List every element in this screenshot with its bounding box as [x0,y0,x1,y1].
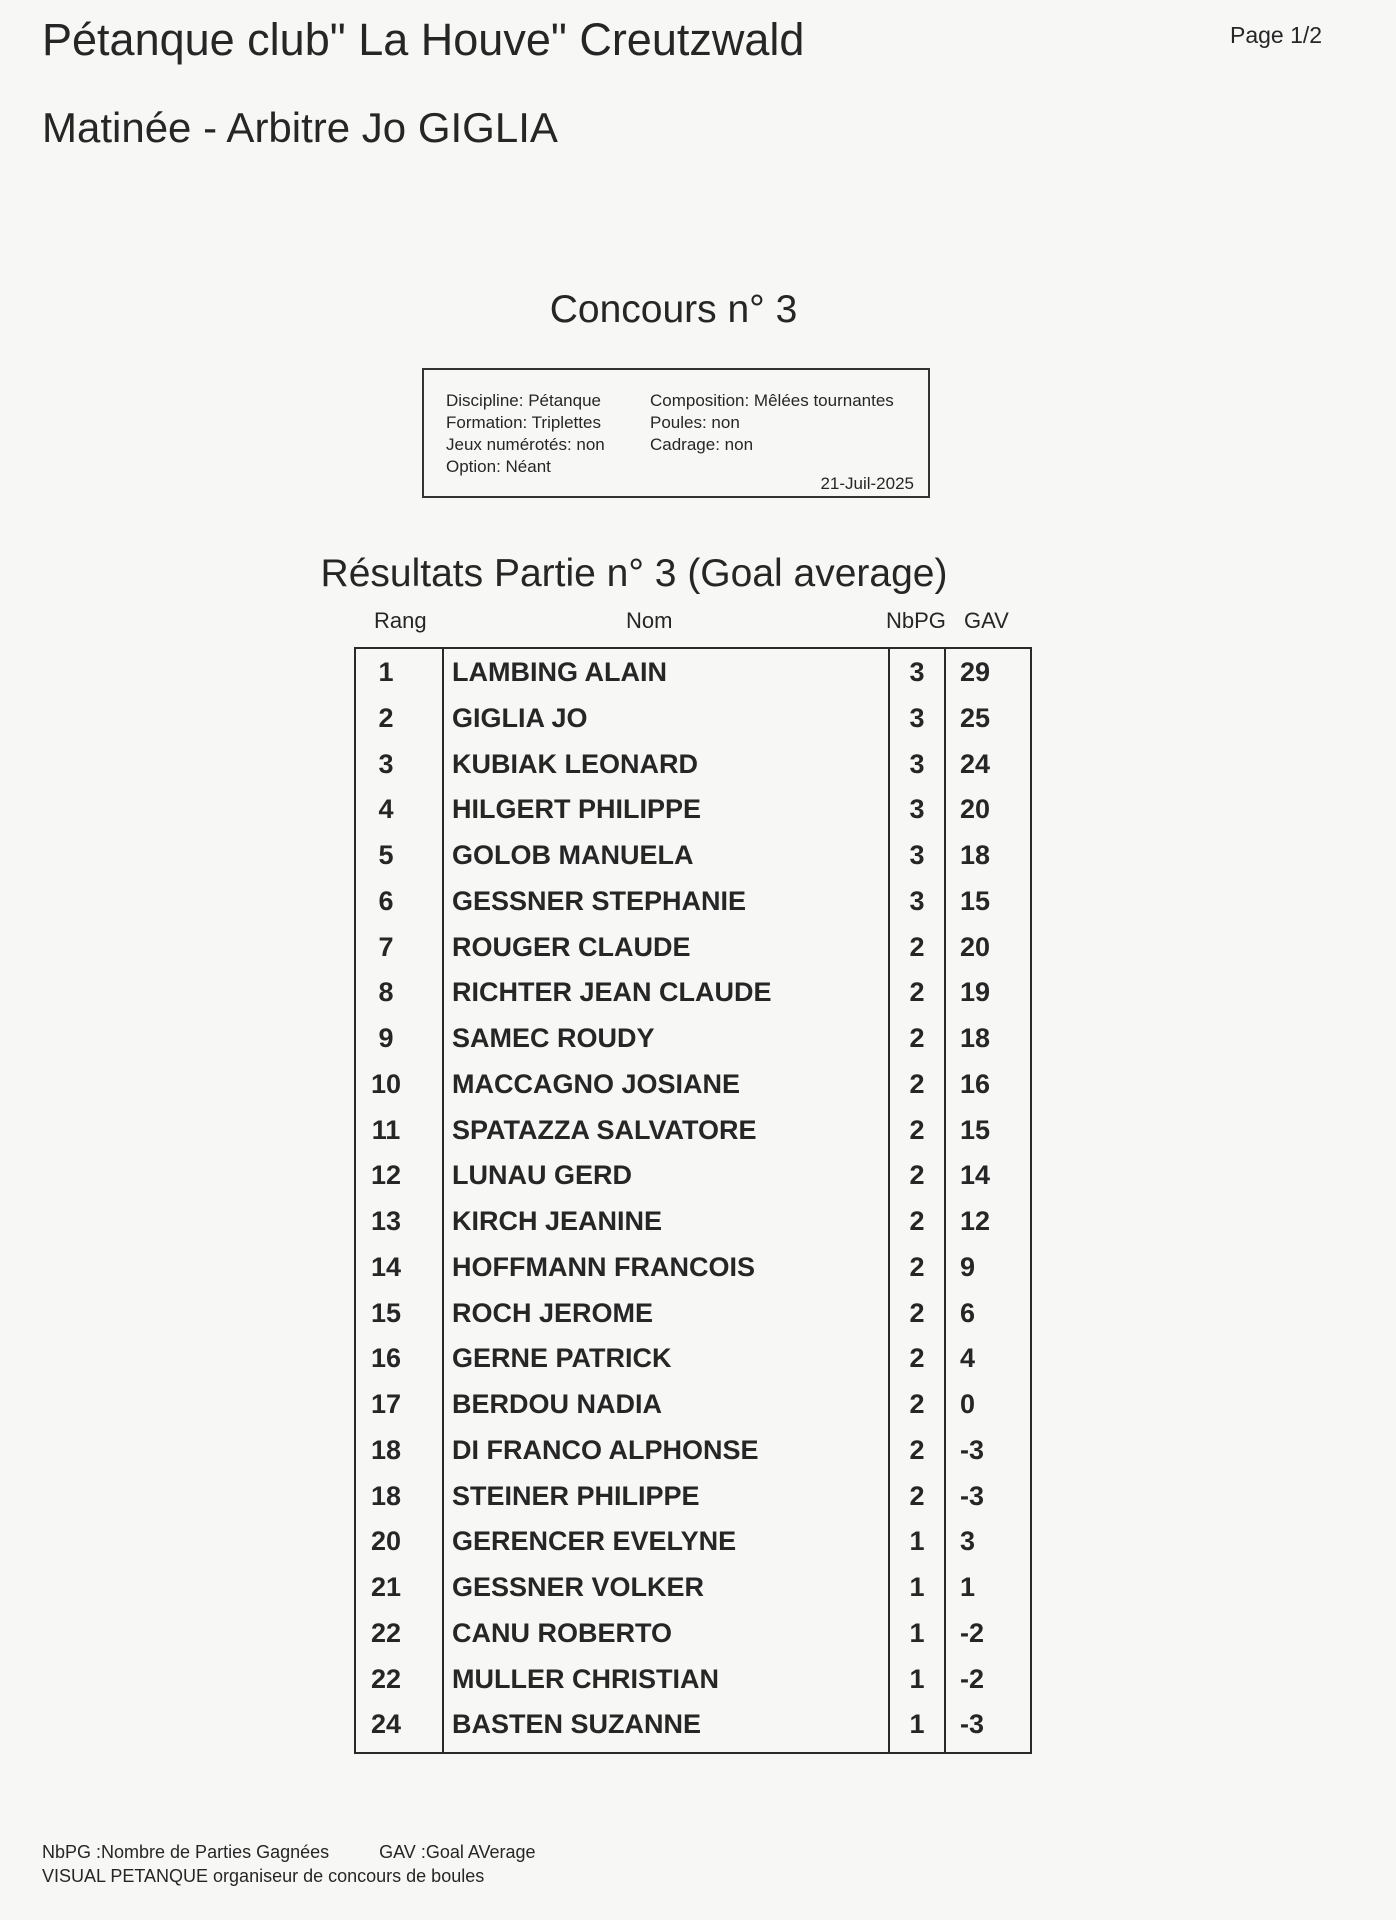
name-cell: BASTEN SUZANNE [452,1709,702,1740]
rank-cell: 24 [370,1709,402,1740]
rank-cell: 5 [378,840,394,870]
nbpg-cell: 2 [909,1023,925,1053]
table-row [356,1154,1030,1200]
nbpg-cell: 3 [909,702,925,733]
rank-cell: 18 [370,1434,402,1465]
table-row [356,971,1030,1017]
rank-cell: 8 [378,977,394,1008]
rank-cell: 22 [370,1617,402,1648]
nbpg-cell: 2 [909,1480,925,1511]
table-row [356,1566,1030,1612]
rank-cell: 2 [378,702,394,733]
table-row [356,1017,1030,1063]
concours-title: Concours n° 3 [549,288,798,331]
info-box [422,368,930,498]
name-cell: KIRCH JEANINE [452,1206,663,1236]
rank-cell: 22 [370,1663,402,1694]
name-cell: MACCAGNO JOSIANE [452,1068,741,1099]
name-cell: MULLER CHRISTIAN [452,1663,719,1694]
name-cell: ROUGER CLAUDE [452,931,691,962]
results-table [354,647,1032,1754]
nbpg-cell: 2 [909,1160,925,1191]
rank-cell: 17 [370,1389,402,1419]
nbpg-cell: 2 [909,1206,925,1236]
rank-cell: 20 [370,1526,402,1557]
table-row [356,1383,1030,1429]
jeux-info: Jeux numérotés: non [446,435,605,454]
name-cell: HILGERT PHILIPPE [452,794,702,825]
name-cell: HOFFMANN FRANCOIS [452,1251,755,1282]
page-number: Page 1/2 [1230,22,1323,48]
table-row [356,1612,1030,1658]
gav-cell: 6 [960,1297,976,1328]
gav-cell: 14 [960,1160,991,1191]
name-cell: GOLOB MANUELA [452,840,694,870]
nbpg-cell: 3 [909,840,925,870]
gav-cell: -3 [960,1480,985,1511]
session-subtitle: Matinée - Arbitre Jo GIGLIA [42,104,558,151]
table-row [356,697,1030,743]
rank-cell: 13 [370,1206,402,1236]
table-row [356,1292,1030,1338]
column-header-rang: Rang [374,608,427,633]
nbpg-cell: 2 [909,1297,925,1328]
name-cell: GESSNER VOLKER [452,1572,705,1602]
table-row [356,1246,1030,1292]
rank-cell: 3 [378,748,394,779]
rank-cell: 1 [378,657,394,687]
info-left-column [446,390,605,478]
gav-cell: 1 [960,1572,976,1602]
rank-cell: 18 [370,1480,402,1511]
table-row [356,743,1030,789]
footer-legend [42,1842,536,1863]
nbpg-cell: 2 [909,977,925,1008]
gav-cell: 12 [960,1206,991,1236]
name-cell: GERENCER EVELYNE [452,1526,737,1557]
gav-cell: 24 [960,748,991,779]
gav-cell: -2 [960,1663,985,1694]
gav-cell: 18 [960,840,991,870]
table-row [356,1109,1030,1155]
rank-cell: 10 [370,1068,402,1099]
rank-cell: 15 [370,1297,402,1328]
gav-legend: GAV :Goal AVerage [379,1842,536,1862]
nbpg-cell: 2 [909,1389,925,1419]
table-row [356,1520,1030,1566]
nbpg-cell: 2 [909,1434,925,1465]
rank-cell: 11 [371,1114,401,1145]
rank-cell: 7 [378,931,394,962]
name-cell: GIGLIA JO [452,702,588,733]
gav-cell: 20 [960,794,991,825]
gav-cell: 25 [960,702,991,733]
nbpg-cell: 3 [909,794,925,825]
gav-cell: 3 [960,1526,976,1557]
info-right-column [650,390,894,456]
gav-cell: -3 [960,1434,985,1465]
name-cell: BERDOU NADIA [452,1389,663,1419]
table-row [356,1200,1030,1246]
option-info: Option: Néant [446,457,551,476]
name-cell: KUBIAK LEONARD [452,748,698,779]
nbpg-cell: 2 [909,1251,925,1282]
rank-cell: 9 [378,1023,394,1053]
cadrage-info: Cadrage: non [650,435,754,454]
gav-cell: 15 [960,1114,991,1145]
rank-cell: 21 [370,1572,402,1602]
table-row [356,788,1030,834]
name-cell: DI FRANCO ALPHONSE [452,1434,759,1465]
nbpg-cell: 2 [909,1343,925,1374]
table-row [356,1337,1030,1383]
table-row [356,834,1030,880]
name-cell: LAMBING ALAIN [452,657,667,687]
nbpg-cell: 2 [909,1114,925,1145]
nbpg-cell: 3 [909,885,925,916]
table-row [356,1429,1030,1475]
nbpg-cell: 1 [909,1663,925,1694]
composition-info: Composition: Mêlées tournantes [650,391,894,410]
gav-cell: 18 [960,1023,991,1053]
name-cell: CANU ROBERTO [452,1617,673,1648]
table-row [356,880,1030,926]
gav-cell: -2 [960,1617,985,1648]
discipline-info: Discipline: Pétanque [446,391,601,410]
table-row [356,1703,1030,1749]
rank-cell: 16 [370,1343,402,1374]
nbpg-legend: NbPG :Nombre de Parties Gagnées [42,1842,330,1862]
name-cell: RICHTER JEAN CLAUDE [452,977,772,1008]
name-cell: ROCH JEROME [452,1297,654,1328]
name-cell: SPATAZZA SALVATORE [452,1114,757,1145]
nbpg-cell: 1 [909,1572,925,1602]
name-cell: GESSNER STEPHANIE [452,885,747,916]
name-cell: GERNE PATRICK [452,1343,672,1374]
table-row [356,1063,1030,1109]
table-row [356,926,1030,972]
gav-cell: 19 [960,977,991,1008]
nbpg-cell: 2 [909,1068,925,1099]
nbpg-cell: 1 [909,1617,925,1648]
gav-cell: 0 [960,1389,976,1419]
club-title: Pétanque club" La Houve" Creutzwald [42,14,805,65]
column-header-nom: Nom [626,608,673,633]
column-header-nbpg: NbPG [886,608,946,633]
gav-cell: 4 [960,1343,976,1374]
gav-cell: 15 [960,885,991,916]
name-cell: STEINER PHILIPPE [452,1480,700,1511]
footer-credit: VISUAL PETANQUE organiseur de concours de boules [42,1866,485,1886]
nbpg-cell: 2 [909,931,925,962]
poules-info: Poules: non [650,413,740,432]
nbpg-cell: 1 [909,1709,925,1740]
rank-cell: 4 [378,794,394,825]
gav-cell: 16 [960,1068,991,1099]
name-cell: SAMEC ROUDY [452,1023,655,1053]
table-row [356,1475,1030,1521]
concours-date: 21-Juil-2025 [820,474,914,493]
formation-info: Formation: Triplettes [446,413,601,432]
name-cell: LUNAU GERD [452,1160,632,1191]
rank-cell: 12 [370,1160,402,1191]
nbpg-cell: 3 [909,748,925,779]
table-row [356,1658,1030,1704]
table-row [356,651,1030,697]
gav-cell: 29 [960,657,991,687]
rank-cell: 14 [370,1251,402,1282]
nbpg-cell: 1 [909,1526,925,1557]
gav-cell: 20 [960,931,991,962]
gav-cell: -3 [960,1709,985,1740]
gav-cell: 9 [960,1251,976,1282]
rank-cell: 6 [378,885,394,916]
nbpg-cell: 3 [909,657,925,687]
column-header-gav: GAV [964,608,1009,633]
results-title: Résultats Partie n° 3 (Goal average) [320,552,948,595]
